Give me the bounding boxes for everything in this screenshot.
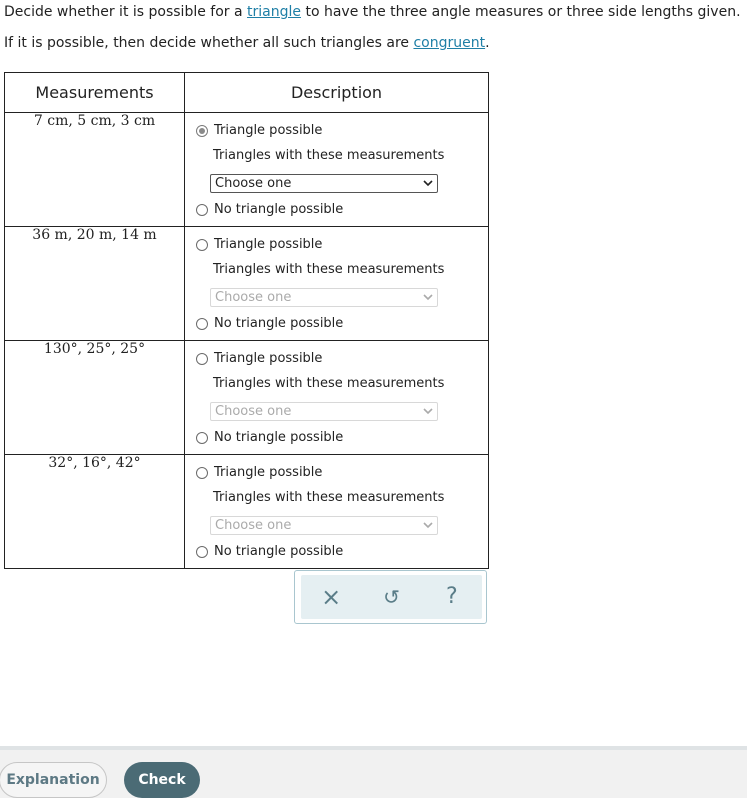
select-value: Choose one	[215, 404, 292, 419]
option-label: Triangle possible	[214, 465, 323, 480]
close-icon: ×	[321, 583, 342, 611]
congruent-link[interactable]: congruent	[413, 35, 486, 51]
instruction-text: Decide whether it is possible for a	[4, 4, 248, 20]
no-triangle-option[interactable]	[196, 544, 343, 559]
answer-table	[4, 72, 489, 569]
measurement-cell	[5, 455, 185, 569]
header-measurements: Measurements	[5, 73, 185, 113]
option-label: No triangle possible	[214, 316, 344, 331]
triangle-possible-option[interactable]	[196, 237, 322, 252]
measurement-cell	[5, 341, 185, 455]
select-value: Choose one	[215, 290, 292, 305]
answer-toolbox	[294, 570, 487, 624]
instruction-text: If it is possible, then decide whether all such triangles are	[4, 35, 414, 51]
check-button[interactable]: Check	[124, 762, 200, 798]
no-triangle-option[interactable]	[196, 202, 343, 217]
description-cell	[185, 113, 489, 227]
description-panel	[185, 455, 488, 568]
instruction-text: .	[485, 35, 490, 51]
option-label: Triangle possible	[214, 123, 323, 138]
congruence-select[interactable]	[210, 516, 438, 535]
toolbox-panel	[301, 575, 482, 619]
option-label: No triangle possible	[214, 430, 344, 445]
triangle-link[interactable]: triangle	[247, 4, 301, 20]
description-panel	[185, 113, 488, 226]
select-value: Choose one	[215, 176, 292, 191]
table-row	[5, 341, 489, 455]
clear-button[interactable]	[317, 583, 345, 611]
explanation-button[interactable]: Explanation	[0, 762, 107, 798]
chevron-down-icon	[423, 407, 433, 415]
congruence-select[interactable]	[210, 288, 438, 307]
triangle-possible-option[interactable]	[196, 465, 322, 480]
option-label: Triangle possible	[214, 237, 323, 252]
select-value: Choose one	[215, 518, 292, 533]
option-label: Triangle possible	[214, 351, 323, 366]
no-triangle-radio[interactable]	[196, 318, 208, 330]
chevron-down-icon	[423, 179, 433, 187]
measurement-value: 32°, 16°, 42°	[48, 455, 141, 471]
chevron-down-icon	[423, 521, 433, 529]
congruence-select[interactable]	[210, 174, 438, 193]
no-triangle-radio[interactable]	[196, 204, 208, 216]
table-row	[5, 227, 489, 341]
table-row	[5, 113, 489, 227]
help-icon: ?	[445, 584, 458, 609]
footer-bar	[0, 746, 747, 798]
no-triangle-option[interactable]	[196, 316, 343, 331]
triangle-possible-option[interactable]	[196, 123, 322, 138]
chevron-down-icon	[423, 293, 433, 301]
measurement-value: 36 m, 20 m, 14 m	[32, 227, 157, 243]
congruence-select[interactable]	[210, 402, 438, 421]
measurement-value: 7 cm, 5 cm, 3 cm	[33, 113, 156, 129]
option-label: No triangle possible	[214, 544, 344, 559]
description-cell	[185, 455, 489, 569]
no-triangle-radio[interactable]	[196, 432, 208, 444]
undo-icon: ↺	[383, 585, 400, 609]
triangle-possible-option[interactable]	[196, 351, 322, 366]
option-label: No triangle possible	[214, 202, 344, 217]
measurement-cell	[5, 113, 185, 227]
measurement-cell	[5, 227, 185, 341]
table-row	[5, 455, 489, 569]
instruction-line-1	[4, 3, 741, 21]
instruction-text: to have the three angle measures or three side lengths given.	[301, 4, 741, 20]
no-triangle-radio[interactable]	[196, 546, 208, 558]
measurements-subtext: Triangles with these measurements	[213, 490, 445, 505]
undo-button[interactable]	[377, 583, 405, 611]
instruction-line-2	[4, 34, 490, 52]
measurement-value: 130°, 25°, 25°	[43, 341, 146, 357]
table-header-row	[5, 73, 489, 113]
header-description: Description	[185, 73, 489, 113]
description-panel	[185, 227, 488, 340]
help-button[interactable]	[438, 583, 466, 611]
triangle-possible-radio[interactable]	[196, 353, 208, 365]
description-cell	[185, 341, 489, 455]
description-panel	[185, 341, 488, 454]
triangle-possible-radio[interactable]	[196, 467, 208, 479]
measurements-subtext: Triangles with these measurements	[213, 376, 445, 391]
description-cell	[185, 227, 489, 341]
triangle-possible-radio[interactable]	[196, 125, 208, 137]
triangle-possible-radio[interactable]	[196, 239, 208, 251]
no-triangle-option[interactable]	[196, 430, 343, 445]
measurements-subtext: Triangles with these measurements	[213, 262, 445, 277]
measurements-subtext: Triangles with these measurements	[213, 148, 445, 163]
